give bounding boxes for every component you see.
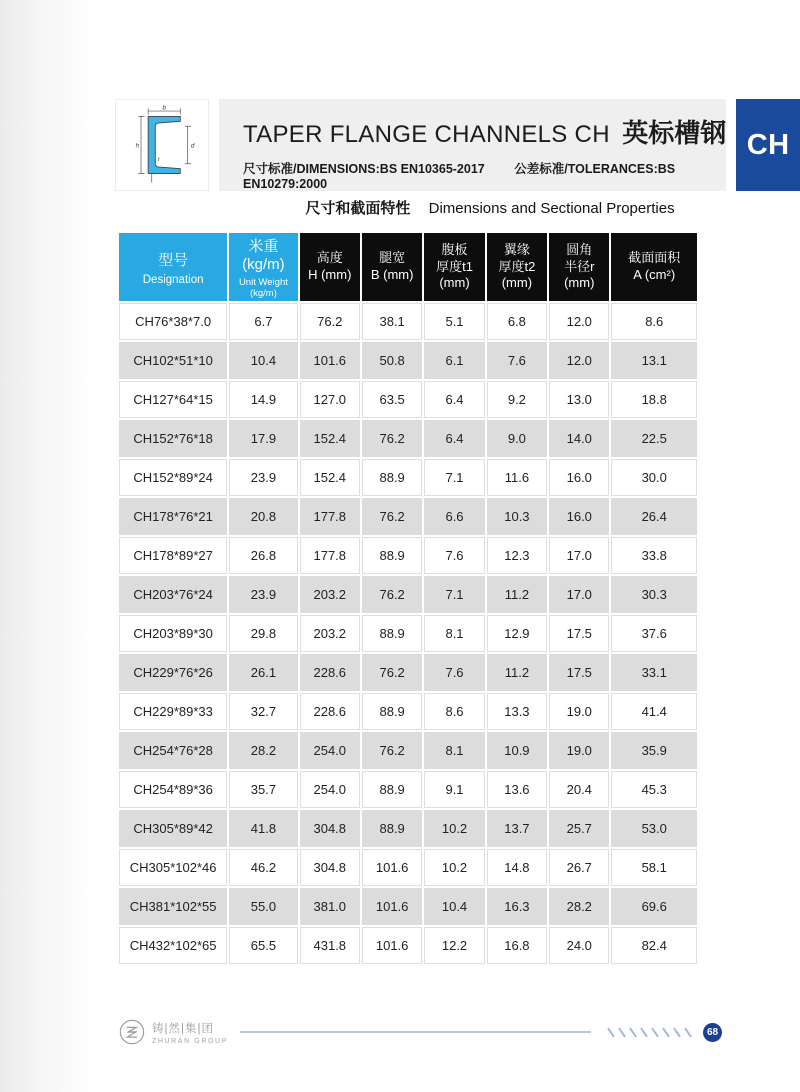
value-cell: 6.4 xyxy=(424,420,484,457)
column-header-line: 厚度t1 xyxy=(436,258,473,274)
value-cell: 17.0 xyxy=(549,576,609,613)
column-header-line: 截面面积 xyxy=(628,250,681,266)
column-header-line: 翼缘 xyxy=(503,241,530,257)
value-cell: 32.7 xyxy=(229,693,297,730)
table-row xyxy=(119,615,697,652)
value-cell: 9.1 xyxy=(424,771,484,808)
value-cell: 11.2 xyxy=(487,576,547,613)
page-title-en: TAPER FLANGE CHANNELS CH xyxy=(243,121,610,148)
table-row xyxy=(119,927,697,964)
value-cell: 381.0 xyxy=(300,888,360,925)
slash-mark xyxy=(607,1027,615,1037)
designation-cell: CH305*89*42 xyxy=(119,810,227,847)
value-cell: 101.6 xyxy=(300,342,360,379)
column-header-line: A (cm²) xyxy=(633,267,676,282)
value-cell: 11.2 xyxy=(487,654,547,691)
value-cell: 18.8 xyxy=(611,381,697,418)
page-number-badge xyxy=(703,1023,722,1042)
zhuran-logo-icon xyxy=(118,1018,146,1046)
designation-cell: CH254*76*28 xyxy=(119,732,227,769)
value-cell: 12.0 xyxy=(549,342,609,379)
value-cell: 16.8 xyxy=(487,927,547,964)
value-cell: 12.3 xyxy=(487,537,547,574)
table-row xyxy=(119,576,697,613)
value-cell: 17.9 xyxy=(229,420,297,457)
designation-cell: CH127*64*15 xyxy=(119,381,227,418)
value-cell: 76.2 xyxy=(362,498,422,535)
value-cell: 14.8 xyxy=(487,849,547,886)
column-header-line: 圆角 xyxy=(566,241,593,257)
table-row xyxy=(119,342,697,379)
value-cell: 12.2 xyxy=(424,927,484,964)
designation-cell: CH432*102*65 xyxy=(119,927,227,964)
value-cell: 23.9 xyxy=(229,459,297,496)
value-cell: 13.3 xyxy=(487,693,547,730)
page-header xyxy=(115,99,800,191)
slash-mark xyxy=(651,1027,659,1037)
title-band xyxy=(219,99,726,191)
value-cell: 6.1 xyxy=(424,342,484,379)
value-cell: 35.9 xyxy=(611,732,697,769)
value-cell: 16.0 xyxy=(549,498,609,535)
value-cell: 6.6 xyxy=(424,498,484,535)
value-cell: 33.1 xyxy=(611,654,697,691)
value-cell: 12.9 xyxy=(487,615,547,652)
value-cell: 177.8 xyxy=(300,537,360,574)
value-cell: 17.0 xyxy=(549,537,609,574)
table-row xyxy=(119,498,697,535)
brand-text xyxy=(152,1020,228,1045)
brand-logo xyxy=(118,1018,228,1046)
column-header-line: 米重 (kg/m) xyxy=(242,238,285,273)
value-cell: 152.4 xyxy=(300,420,360,457)
designation-cell: CH102*51*10 xyxy=(119,342,227,379)
value-cell: 26.8 xyxy=(229,537,297,574)
designation-cell: CH254*89*36 xyxy=(119,771,227,808)
value-cell: 254.0 xyxy=(300,771,360,808)
table-row xyxy=(119,888,697,925)
value-cell: 28.2 xyxy=(229,732,297,769)
value-cell: 7.6 xyxy=(487,342,547,379)
value-cell: 58.1 xyxy=(611,849,697,886)
value-cell: 50.8 xyxy=(362,342,422,379)
table-row xyxy=(119,381,697,418)
value-cell: 45.3 xyxy=(611,771,697,808)
value-cell: 76.2 xyxy=(300,303,360,340)
value-cell: 65.5 xyxy=(229,927,297,964)
value-cell: 26.4 xyxy=(611,498,697,535)
dimensions-standard: 尺寸标准/DIMENSIONS:BS EN10365-2017 xyxy=(243,162,485,176)
value-cell: 35.7 xyxy=(229,771,297,808)
value-cell: 26.1 xyxy=(229,654,297,691)
value-cell: 16.0 xyxy=(549,459,609,496)
column-header-line: (mm) xyxy=(564,275,595,291)
column-header-line: H (mm) xyxy=(308,267,352,282)
value-cell: 11.6 xyxy=(487,459,547,496)
value-cell: 304.8 xyxy=(300,810,360,847)
table-row xyxy=(119,303,697,340)
value-cell: 76.2 xyxy=(362,576,422,613)
column-header-line: (mm) xyxy=(501,275,533,291)
column-header-3 xyxy=(362,233,422,301)
page-footer xyxy=(118,1011,722,1053)
value-cell: 127.0 xyxy=(300,381,360,418)
value-cell: 23.9 xyxy=(229,576,297,613)
value-cell: 13.0 xyxy=(549,381,609,418)
value-cell: 33.8 xyxy=(611,537,697,574)
value-cell: 76.2 xyxy=(362,420,422,457)
value-cell: 41.8 xyxy=(229,810,297,847)
value-cell: 7.6 xyxy=(424,654,484,691)
value-cell: 88.9 xyxy=(362,537,422,574)
channel-diagram-box xyxy=(115,99,209,191)
designation-cell: CH203*89*30 xyxy=(119,615,227,652)
column-header-line: 高度 xyxy=(316,250,343,266)
diagram-label-b: b xyxy=(162,104,166,112)
value-cell: 5.1 xyxy=(424,303,484,340)
value-cell: 88.9 xyxy=(362,615,422,652)
value-cell: 46.2 xyxy=(229,849,297,886)
slash-mark xyxy=(684,1027,692,1037)
slash-mark xyxy=(618,1027,626,1037)
value-cell: 29.8 xyxy=(229,615,297,652)
value-cell: 26.7 xyxy=(549,849,609,886)
table-row xyxy=(119,537,697,574)
column-header-5 xyxy=(487,233,547,301)
slash-mark xyxy=(629,1027,637,1037)
value-cell: 88.9 xyxy=(362,771,422,808)
value-cell: 19.0 xyxy=(549,693,609,730)
value-cell: 24.0 xyxy=(549,927,609,964)
page-number: 68 xyxy=(706,1026,719,1038)
value-cell: 8.6 xyxy=(424,693,484,730)
standards-line xyxy=(243,159,726,191)
ch-series-tab xyxy=(736,99,800,191)
page-edge-shadow xyxy=(0,0,95,1092)
value-cell: 228.6 xyxy=(300,654,360,691)
column-header-1 xyxy=(229,233,297,301)
dimensions-table-wrap xyxy=(117,231,699,966)
table-row xyxy=(119,459,697,496)
value-cell: 7.1 xyxy=(424,576,484,613)
value-cell: 6.8 xyxy=(487,303,547,340)
value-cell: 38.1 xyxy=(362,303,422,340)
value-cell: 101.6 xyxy=(362,888,422,925)
value-cell: 88.9 xyxy=(362,459,422,496)
value-cell: 88.9 xyxy=(362,810,422,847)
slash-mark xyxy=(673,1027,681,1037)
column-header-4 xyxy=(424,233,484,301)
value-cell: 88.9 xyxy=(362,693,422,730)
section-heading xyxy=(118,197,698,218)
value-cell: 19.0 xyxy=(549,732,609,769)
value-cell: 76.2 xyxy=(362,732,422,769)
value-cell: 12.0 xyxy=(549,303,609,340)
value-cell: 82.4 xyxy=(611,927,697,964)
value-cell: 28.2 xyxy=(549,888,609,925)
value-cell: 14.9 xyxy=(229,381,297,418)
designation-cell: CH178*76*21 xyxy=(119,498,227,535)
value-cell: 7.6 xyxy=(424,537,484,574)
value-cell: 53.0 xyxy=(611,810,697,847)
column-header-line: 腹板 xyxy=(441,241,468,257)
value-cell: 101.6 xyxy=(362,927,422,964)
table-row xyxy=(119,732,697,769)
column-header-line: 腿宽 xyxy=(379,250,406,266)
designation-cell: CH381*102*55 xyxy=(119,888,227,925)
value-cell: 177.8 xyxy=(300,498,360,535)
designation-cell: CH229*89*33 xyxy=(119,693,227,730)
value-cell: 6.4 xyxy=(424,381,484,418)
value-cell: 10.4 xyxy=(424,888,484,925)
tolerances-standard: 公差标准/TOLERANCES:BS EN10279:2000 xyxy=(243,162,676,191)
value-cell: 304.8 xyxy=(300,849,360,886)
designation-cell: CH203*76*24 xyxy=(119,576,227,613)
value-cell: 254.0 xyxy=(300,732,360,769)
value-cell: 10.4 xyxy=(229,342,297,379)
value-cell: 17.5 xyxy=(549,615,609,652)
table-row xyxy=(119,771,697,808)
value-cell: 76.2 xyxy=(362,654,422,691)
table-header-row xyxy=(119,233,697,301)
designation-cell: CH178*89*27 xyxy=(119,537,227,574)
column-header-2 xyxy=(300,233,360,301)
column-header-0 xyxy=(119,233,227,301)
designation-cell: CH152*76*18 xyxy=(119,420,227,457)
value-cell: 9.0 xyxy=(487,420,547,457)
value-cell: 16.3 xyxy=(487,888,547,925)
column-header-line: (mm) xyxy=(439,275,470,291)
value-cell: 8.6 xyxy=(611,303,697,340)
footer-divider-line xyxy=(240,1031,591,1033)
diagram-label-t: t xyxy=(157,157,160,164)
channel-section-diagram xyxy=(116,103,208,187)
slash-mark xyxy=(640,1027,648,1037)
value-cell: 10.2 xyxy=(424,810,484,847)
column-header-line: B (mm) xyxy=(370,267,414,282)
page-title xyxy=(243,113,726,150)
table-row xyxy=(119,693,697,730)
value-cell: 30.3 xyxy=(611,576,697,613)
page-title-cn: 英标槽钢 xyxy=(622,118,727,148)
value-cell: 63.5 xyxy=(362,381,422,418)
table-row xyxy=(119,420,697,457)
column-header-line: 型号 xyxy=(158,251,189,269)
ch-series-label: CH xyxy=(746,128,790,161)
designation-cell: CH305*102*46 xyxy=(119,849,227,886)
value-cell: 10.2 xyxy=(424,849,484,886)
column-header-line: 半径r xyxy=(564,258,595,274)
value-cell: 8.1 xyxy=(424,615,484,652)
designation-cell: CH76*38*7.0 xyxy=(119,303,227,340)
value-cell: 17.5 xyxy=(549,654,609,691)
value-cell: 41.4 xyxy=(611,693,697,730)
column-header-line: 厚度t2 xyxy=(498,258,536,274)
value-cell: 203.2 xyxy=(300,576,360,613)
table-row xyxy=(119,654,697,691)
value-cell: 25.7 xyxy=(549,810,609,847)
diagram-label-d: d xyxy=(191,142,195,150)
value-cell: 6.7 xyxy=(229,303,297,340)
value-cell: 431.8 xyxy=(300,927,360,964)
value-cell: 101.6 xyxy=(362,849,422,886)
value-cell: 8.1 xyxy=(424,732,484,769)
section-heading-cn: 尺寸和截面特性 xyxy=(305,200,411,217)
table-row xyxy=(119,849,697,886)
value-cell: 20.8 xyxy=(229,498,297,535)
value-cell: 10.9 xyxy=(487,732,547,769)
value-cell: 55.0 xyxy=(229,888,297,925)
value-cell: 20.4 xyxy=(549,771,609,808)
footer-slash-marks xyxy=(605,1027,693,1038)
value-cell: 37.6 xyxy=(611,615,697,652)
section-heading-en: Dimensions and Sectional Properties xyxy=(428,200,675,217)
value-cell: 9.2 xyxy=(487,381,547,418)
designation-cell: CH152*89*24 xyxy=(119,459,227,496)
value-cell: 228.6 xyxy=(300,693,360,730)
column-header-6 xyxy=(549,233,609,301)
value-cell: 7.1 xyxy=(424,459,484,496)
designation-cell: CH229*76*26 xyxy=(119,654,227,691)
value-cell: 22.5 xyxy=(611,420,697,457)
value-cell: 10.3 xyxy=(487,498,547,535)
table-row xyxy=(119,810,697,847)
dimensions-table xyxy=(117,231,699,966)
brand-name-en: ZHURAN GROUP xyxy=(152,1037,228,1045)
value-cell: 69.6 xyxy=(611,888,697,925)
diagram-label-h: h xyxy=(135,142,140,150)
column-header-line: Designation xyxy=(142,273,204,286)
value-cell: 152.4 xyxy=(300,459,360,496)
value-cell: 13.1 xyxy=(611,342,697,379)
value-cell: 203.2 xyxy=(300,615,360,652)
column-header-7 xyxy=(611,233,697,301)
column-header-line: Unit Weight (kg/m) xyxy=(238,277,288,299)
value-cell: 13.6 xyxy=(487,771,547,808)
slash-mark xyxy=(662,1027,670,1037)
value-cell: 14.0 xyxy=(549,420,609,457)
value-cell: 30.0 xyxy=(611,459,697,496)
brand-name-cn: 铸|然|集|团 xyxy=(152,1022,214,1035)
value-cell: 13.7 xyxy=(487,810,547,847)
